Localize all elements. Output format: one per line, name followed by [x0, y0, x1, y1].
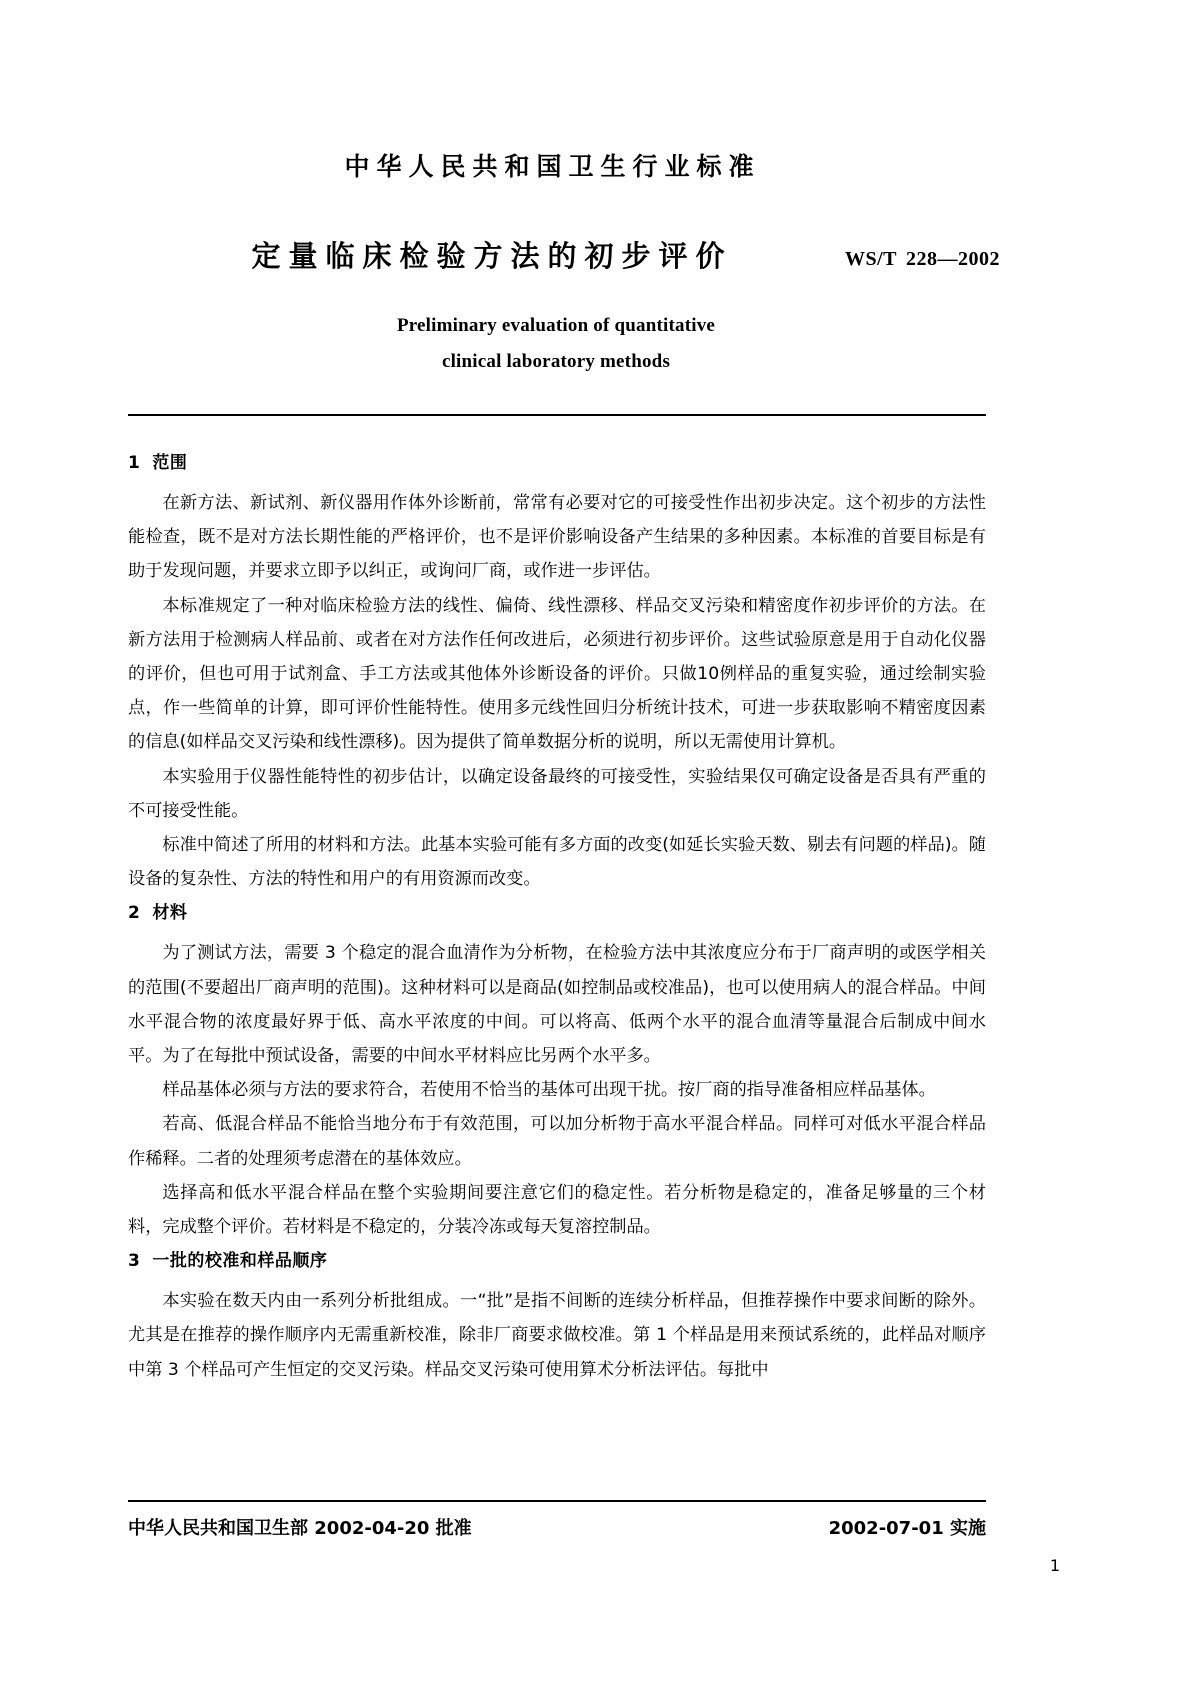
page-number: 1 [1049, 1556, 1060, 1575]
section-1-paragraph-1: 在新方法、新试剂、新仪器用作体外诊断前，常常有必要对它的可接受性作出初步决定。这个初步的方法性能检查，既不是对方法长期性能的严格评价，也不是评价影响设备产生结果的多种因素。本标准的首要目标是有助于发现问题，并要求立即予以纠正，或询问厂商，或作进一步评估。 [128, 493, 986, 582]
document-masthead [128, 150, 1000, 380]
section-3 [128, 1246, 986, 1387]
section-1-paragraph-2: 本标准规定了一种对临床检验方法的线性、偏倚、线性漂移、样品交叉污染和精密度作初步评价的方法。在新方法用于检测病人样品前、或者在对方法作任何改进后，必须进行初步评价。这些试验原意是用于自动化仪器的评价，但也可用于试剂盒、手工方法或其他体外诊断设备的评价。只做10例样品的重复实验，通过绘制实验点，作一些简单的计算，即可评价性能特性。使用多元线性回归分析统计技术，可进一步获取影响不精密度因素的信息(如样品交叉污染和线性漂移)。因为提供了简单数据分析的说明，所以无需使用计算机。 [128, 595, 986, 753]
section-2 [128, 898, 986, 1244]
section-1-number: 1 [128, 453, 141, 473]
section-3-title: 一批的校准和样品顺序 [152, 1251, 328, 1272]
english-title-line-1: Preliminary evaluation of quantitative [396, 315, 716, 336]
section-2-heading [128, 898, 986, 928]
page-title: 定量临床检验方法的初步评价 [251, 239, 733, 273]
document-body [128, 448, 986, 1389]
page-footer [128, 1512, 986, 1546]
section-1-title: 范围 [152, 453, 188, 473]
section-2-paragraph-3: 若高、低混合样品不能恰当地分布于有效范围，可以加分析物于高水平混合样品。同样可对低水平混合样品作稀释。二者的处理须考虑潜在的基体效应。 [128, 1114, 986, 1169]
section-2-title: 材料 [152, 903, 188, 924]
section-2-paragraph-4: 选择高和低水平混合样品在整个实验期间要注意它们的稳定性。若分析物是稳定的，准备足够量的三个材料，完成整个评价。若材料是不稳定的，分装冷冻或每天复溶控制品。 [128, 1182, 986, 1238]
english-title-line-2: clinical laboratory methods [441, 351, 671, 372]
standard-code-number: 228—2002 [906, 248, 1000, 270]
standard-organization-title: 中华人民共和国卫生行业标准 [344, 152, 761, 181]
section-3-number: 3 [128, 1251, 141, 1272]
section-1-heading [128, 448, 986, 478]
section-1-paragraph-4: 标准中简述了所用的材料和方法。此基本实验可能有多方面的改变(如延长实验天数、剔去有问题的样品)。随设备的复杂性、方法的特性和用户的有用资源而改变。 [128, 835, 986, 890]
section-2-paragraph-2: 样品基体必须与方法的要求符合，若使用不恰当的基体可出现干扰。按厂商的指导准备相应样品基体。 [162, 1080, 936, 1101]
section-2-number: 2 [128, 903, 141, 924]
section-3-heading [128, 1246, 986, 1276]
section-2-paragraph-1: 为了测试方法，需要 3 个稳定的混合血清作为分析物，在检验方法中其浓度应分布于厂商声明的或医学相关的范围(不要超出厂商声明的范围)。这种材料可以是商品(如控制品或校准品)，也可以使用病人的混合样品。中间水平混合物的浓度最好界于低、高水平浓度的中间。可以将高、低两个水平的混合血清等量混合后制成中间水平。为了在每批中预试设备，需要的中间水平材料应比另两个水平多。 [128, 943, 986, 1067]
footer-divider-rule [128, 1500, 986, 1502]
header-divider-rule [128, 414, 986, 416]
section-1 [128, 448, 986, 896]
title-row [128, 236, 1000, 282]
footer-approval-text: 中华人民共和国卫生部 2002-04-20 批准 [128, 1518, 472, 1539]
section-3-paragraph-1: 本实验在数天内由一系列分析批组成。一“批”是指不间断的连续分析样品，但推荐操作中要求间断的除外。尤其是在推荐的操作顺序内无需重新校准，除非厂商要求做校准。第 1 个样品是用来预试系统的，此样品对顺序中第 3 个样品可产生恒定的交叉污染。样品交叉污染可使用算术分析法评估。每批中 [128, 1291, 986, 1380]
english-title [128, 308, 984, 380]
section-1-paragraph-3: 本实验用于仪器性能特性的初步估计，以确定设备最终的可接受性，实验结果仅可确定设备是否具有严重的不可接受性能。 [128, 766, 986, 821]
standard-code [845, 248, 1000, 271]
standard-code-prefix: WS/T [844, 248, 897, 270]
footer-effective-date-text: 2002-07-01 实施 [828, 1518, 986, 1539]
